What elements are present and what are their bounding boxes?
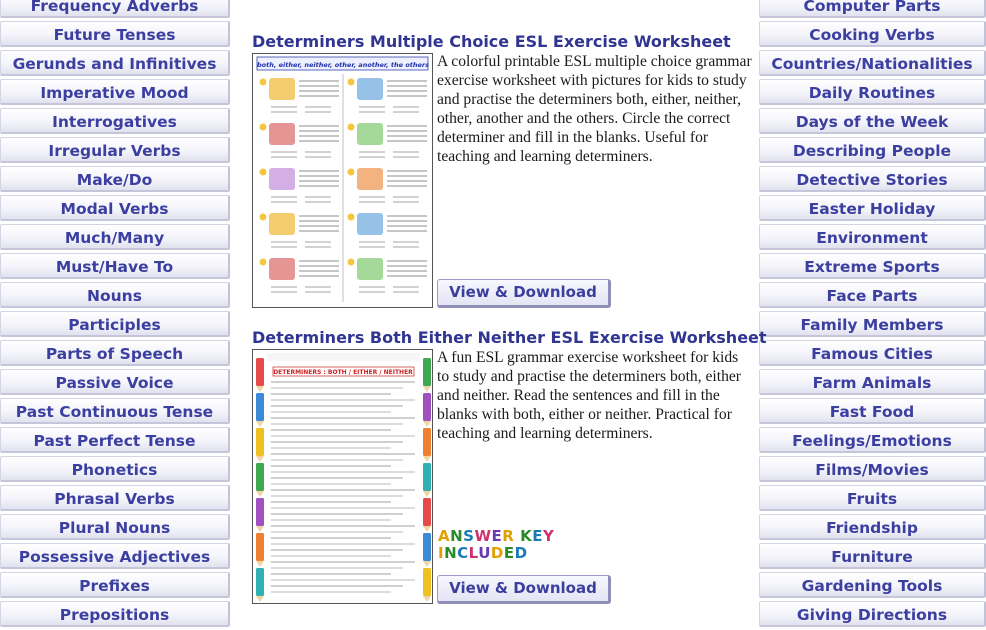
nav-item-famous-cities[interactable]: Famous Cities xyxy=(759,340,986,366)
nav-item-describing-people[interactable]: Describing People xyxy=(759,137,986,163)
nav-item-feelings-emotions[interactable]: Feelings/Emotions xyxy=(759,427,986,453)
nav-item-modal-verbs[interactable]: Modal Verbs xyxy=(0,195,230,221)
nav-item-easter-holiday[interactable]: Easter Holiday xyxy=(759,195,986,221)
nav-item-participles[interactable]: Participles xyxy=(0,311,230,337)
nav-item-passive-voice[interactable]: Passive Voice xyxy=(0,369,230,395)
nav-item-countries-nationalities[interactable]: Countries/Nationalities xyxy=(759,50,986,76)
nav-item-detective-stories[interactable]: Detective Stories xyxy=(759,166,986,192)
nav-item-farm-animals[interactable]: Farm Animals xyxy=(759,369,986,395)
nav-item-must-have-to[interactable]: Must/Have To xyxy=(0,253,230,279)
answer-key-badge xyxy=(438,528,568,562)
nav-item-make-do[interactable]: Make/Do xyxy=(0,166,230,192)
nav-item-daily-routines[interactable]: Daily Routines xyxy=(759,79,986,105)
right-sidebar xyxy=(759,0,986,630)
nav-item-prepositions[interactable]: Prepositions xyxy=(0,601,230,627)
nav-item-imperative-mood[interactable]: Imperative Mood xyxy=(0,79,230,105)
nav-item-plural-nouns[interactable]: Plural Nouns xyxy=(0,514,230,540)
worksheet-description: A colorful printable ESL multiple choice grammar exercise worksheet with pictures for kids to study and practise the determiners both, either, neither, other, another and the others. Circle the correct determiner and fill in the blanks. Useful for teaching and learning determiners. xyxy=(437,53,752,165)
answer-key-line: ANSWER KEY xyxy=(438,527,555,545)
nav-item-face-parts[interactable]: Face Parts xyxy=(759,282,986,308)
thumb-heading: both, either, neither, other, another, the others xyxy=(256,61,430,69)
answer-key-line: INCLUDED xyxy=(438,544,528,562)
nav-item-family-members[interactable]: Family Members xyxy=(759,311,986,337)
worksheet-thumbnail[interactable] xyxy=(252,53,433,308)
nav-item-friendship[interactable]: Friendship xyxy=(759,514,986,540)
nav-item-parts-of-speech[interactable]: Parts of Speech xyxy=(0,340,230,366)
nav-item-past-continuous-tense[interactable]: Past Continuous Tense xyxy=(0,398,230,424)
nav-item-prefixes[interactable]: Prefixes xyxy=(0,572,230,598)
nav-item-computer-parts[interactable]: Computer Parts xyxy=(759,0,986,18)
nav-item-environment[interactable]: Environment xyxy=(759,224,986,250)
nav-item-days-of-the-week[interactable]: Days of the Week xyxy=(759,108,986,134)
nav-item-fruits[interactable]: Fruits xyxy=(759,485,986,511)
worksheet-title-link[interactable]: Determiners Both Either Neither ESL Exercise Worksheet xyxy=(252,328,767,347)
worksheet-title-link[interactable]: Determiners Multiple Choice ESL Exercise Worksheet xyxy=(252,32,731,51)
nav-item-furniture[interactable]: Furniture xyxy=(759,543,986,569)
nav-item-frequency-adverbs[interactable]: Frequency Adverbs xyxy=(0,0,230,18)
nav-item-cooking-verbs[interactable]: Cooking Verbs xyxy=(759,21,986,47)
nav-item-nouns[interactable]: Nouns xyxy=(0,282,230,308)
worksheet-preview-image xyxy=(253,350,433,604)
nav-item-giving-directions[interactable]: Giving Directions xyxy=(759,601,986,627)
worksheet-description: A fun ESL grammar exercise worksheet for kids to study and practise the determiners both, either and neither. Read the sentences and fill in the blanks with both, either or neither. Practical for teaching and learning determiners. xyxy=(437,349,741,442)
nav-item-films-movies[interactable]: Films/Movies xyxy=(759,456,986,482)
nav-item-phonetics[interactable]: Phonetics xyxy=(0,456,230,482)
nav-item-future-tenses[interactable]: Future Tenses xyxy=(0,21,230,47)
nav-item-gardening-tools[interactable]: Gardening Tools xyxy=(759,572,986,598)
thumb-heading: DETERMINERS : BOTH / EITHER / NEITHER xyxy=(273,369,413,376)
nav-item-possessive-adjectives[interactable]: Possessive Adjectives xyxy=(0,543,230,569)
nav-item-phrasal-verbs[interactable]: Phrasal Verbs xyxy=(0,485,230,511)
nav-item-gerunds-and-infinitives[interactable]: Gerunds and Infinitives xyxy=(0,50,230,76)
left-sidebar xyxy=(0,0,230,630)
worksheet-thumbnail[interactable] xyxy=(252,349,433,604)
nav-item-much-many[interactable]: Much/Many xyxy=(0,224,230,250)
view-download-button[interactable]: View & Download xyxy=(437,575,611,604)
view-download-button[interactable]: View & Download xyxy=(437,279,611,308)
nav-item-extreme-sports[interactable]: Extreme Sports xyxy=(759,253,986,279)
nav-item-irregular-verbs[interactable]: Irregular Verbs xyxy=(0,137,230,163)
nav-item-past-perfect-tense[interactable]: Past Perfect Tense xyxy=(0,427,230,453)
worksheet-preview-image xyxy=(253,54,433,308)
nav-item-interrogatives[interactable]: Interrogatives xyxy=(0,108,230,134)
nav-item-fast-food[interactable]: Fast Food xyxy=(759,398,986,424)
